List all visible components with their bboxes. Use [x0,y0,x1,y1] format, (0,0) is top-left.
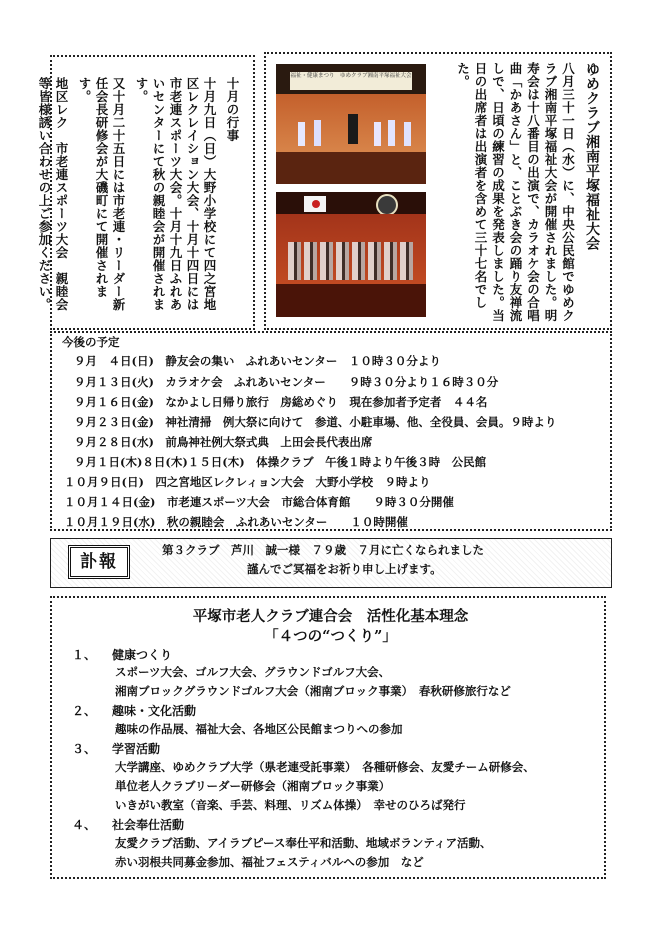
obituary-line-2: 謹んでご冥福をお祈り申し上げます。 [247,562,442,576]
october-events-box [37,55,255,330]
section-number: ２、 [72,704,97,718]
october-heading: 十月の行事 [225,77,240,142]
section-title: 社会奉仕活動 [112,818,185,832]
section-line: 赤い羽根共同募金参加、福祉フェスティバルへの参加 など [115,855,424,869]
section-title: 学習活動 [112,742,161,756]
festival-stage-photo [276,64,426,184]
section-line: 趣味の作品展、福祉大会、各地区公民館まつりへの参加 [115,722,403,736]
october-paragraph-3: 地区レク 市老連スポーツ大会 親睦会等皆様誘い合わせの上ご参加ください。 [37,77,69,311]
schedule-item: ９月１６日(金) なかよし日帰り旅行 房総めぐり 現在参加者予定者 ４４名 [74,395,488,409]
festival-article [454,62,600,324]
schedule-item: ９月 ４日(日) 静友会の集い ふれあいセンター １０時３０分より [74,354,441,368]
section-line: 友愛クラブ活動、アイラブピース奉仕平和活動、地域ボランティア活動、 [115,836,492,850]
obituary-line-1: 第３クラブ 芦川 誠一様 ７９歳 ７月に亡くなられました [162,543,484,557]
schedule-item: ９月２３日(金) 神社清掃 例大祭に向けて 参道、小駐車場、他、全役員、会員。９時より [74,415,557,429]
schedule-item: １０月９日(日) 四之宮地区レクレィョン大会 大野小学校 ９時より [64,475,431,489]
section-line: スポーツ大会、ゴルフ大会、グラウンドゴルフ大会、 [115,665,391,679]
festival-title: ゆめクラブ湘南平塚福祉大会 [584,62,600,251]
festival-banner: 福祉・健康まつり ゆめクラブ湘南平塚福祉大会 [290,72,412,90]
section-title: 趣味・文化活動 [112,704,197,718]
section-number: １、 [72,648,97,662]
schedule-item: ９月２８日(水) 前鳥神社例大祭式典 上田会長代表出席 [74,435,373,449]
october-events-text [36,77,241,322]
schedule-heading: 今後の予定 [62,335,120,349]
schedule-item: ９月１３日(火) カラオケ会 ふれあいセンター ９時３０分より１６時３０分 [74,375,499,389]
section-number: ４、 [72,818,97,832]
obituary-label: 訃報 [68,545,130,579]
festival-body: 八月三十一日（水）に、中央公民館でゆめクラブ湘南平塚福祉大会が開催されました。明寿会は十八番目の出演で、カラオケ会の合唱曲「かあさん」と、ことぶき会の踊り友禅流しで、日頃の練習の成果を発表しました。当日の出席者は出演者を含めて三十七名でした。 [455,62,576,322]
schedule-item: １０月１９日(水) 秋の親睦会 ふれあいセンター １０時開催 [64,515,408,529]
section-number: ３、 [72,742,97,756]
schedule-item: １０月１４日(金) 市老連スポーツ大会 市総合体育館 ９時３０分開催 [64,495,454,509]
section-line: 湘南ブロックグラウンドゴルフ大会（湘南ブロック事業） 春秋研修旅行など [115,684,511,698]
section-title: 健康つくり [112,648,173,662]
festival-group-photo [276,192,426,317]
october-paragraph-1: 十月九日（日）大野小学校にて四之宮地区レクレイション大会、十月十四日には市老連スポーツ大会。十月十九日ふれあいセンターにて秋の親睦会が開催されます。 [134,77,217,311]
october-paragraph-2: 又十月二十五日には市老連・リーダー新任会長研修会が大磯町にて開催されます。 [77,77,126,311]
schedule-item: ９月１日(木)８日(木)１５日(木) 体操クラブ 午後１時より午後３時 公民館 [74,455,487,469]
section-line: 大学講座、ゆめクラブ大学（県老連受託事業） 各種研修会、友愛チーム研修会、 [115,760,535,774]
principles-subtitle: 「４つの“つくり”」 [264,628,397,645]
section-line: いきがい教室（音楽、手芸、料理、リズム体操） 幸せのひろば発行 [115,798,466,812]
principles-title: 平塚市老人クラブ連合会 活性化基本理念 [192,608,469,625]
festival-box [264,52,612,330]
section-line: 単位老人クラブリーダー研修会（湘南ブロック事業） [115,779,391,793]
